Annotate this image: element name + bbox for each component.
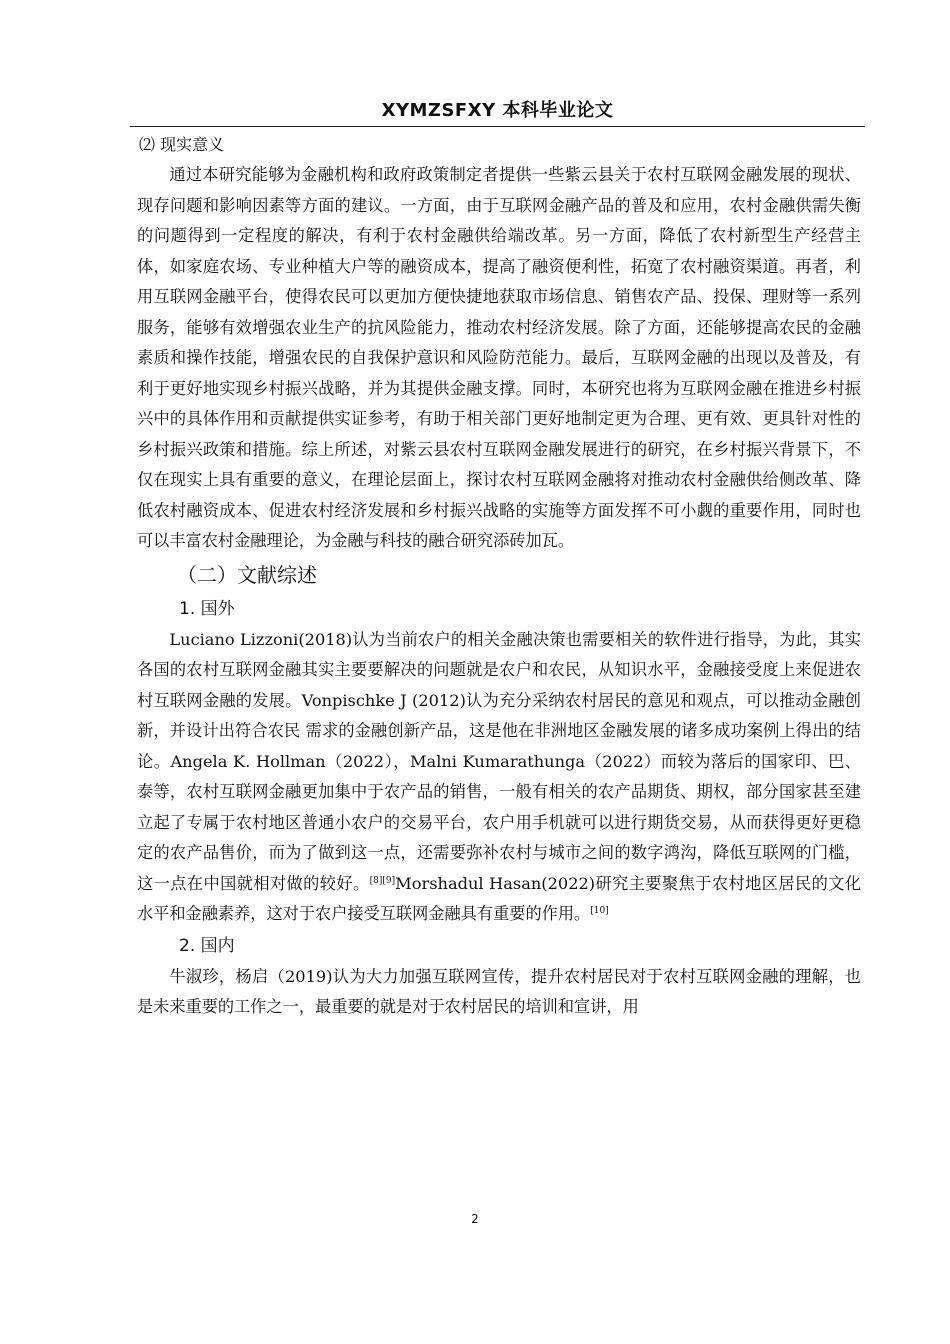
paragraph-foreign bbox=[137, 625, 861, 930]
header-rule bbox=[130, 126, 865, 127]
body-text bbox=[137, 130, 861, 1023]
running-header: XYMZSFXY 本科毕业论文 bbox=[381, 100, 614, 121]
subsection-heading-domestic: 2. 国内 bbox=[179, 935, 235, 956]
paragraph-domestic: 牛淑珍，杨启（2019)认为大力加强互联网宣传，提升农村居民对于农村互联网金融的理解，也是未来重要的工作之一，最重要的就是对于农村居民的培训和宣讲，用 bbox=[137, 966, 861, 1016]
foreign-text-1: Luciano Lizzoni(2018)认为当前农户的相关金融决策也需要相关的软件进行指导，为此，其实各国的农村互联网金融其实主要要解决的问题就是农户和农民，从知识水平，金融接受度上来促进农村互联网金融的发展。Vonpischke J (2012)认为充分采纳农村居民的意见和观点，可以推动金融创新，并设计出符合农民 需求的金融创新产品，这是他在非洲地区金融发展的诸多成功案例上得出的结论。Angela K. Hollman（2022），Malni Kumarathunga（2022）而较为落后的国家印、巴、泰等，农村互联网金融更加集中于农产品的销售，一般有相关的农产品期货、期权，部分国家甚至建立起了专属于农村地区普通小农户的交易平台，农户用手机就可以进行期货交易，从而获得更好更稳定的农产品售价，而为了做到这一点，还需要弥补农村与城市之间的数字鸿沟，降低互联网的门槛，这一点在中国就相对做的较好。 bbox=[137, 629, 861, 893]
citation-10: [10] bbox=[590, 906, 609, 916]
section-heading-literature-review: （二）文献综述 bbox=[177, 562, 317, 587]
foreign-text-2: Morshadul Hasan(2022)研究主要聚焦于农村地区居民的文化水平和金融素养，这对于农户接受互联网金融具有重要的作用。 bbox=[137, 873, 862, 923]
paragraph-practical: 通过本研究能够为金融机构和政府政策制定者提供一些紫云县关于农村互联网金融发展的现状、现存问题和影响因素等方面的建议。一方面，由于互联网金融产品的普及和应用，农村金融供需失衡的问题得到一定程度的解决，有利于农村金融供给端改革。另一方面，降低了农村新型生产经营主体，如家庭农场、专业种植大户等的融资成本，提高了融资便利性，拓宽了农村融资渠道。再者，利用互联网金融平台，使得农民可以更加方便快捷地获取市场信息、销售农产品、投保、理财等一系列服务，能够有效增强农业生产的抗风险能力，推动农村经济发展。除了方面，还能够提高农民的金融素质和操作技能，增强农民的自我保护意识和风险防范能力。最后，互联网金融的出现以及普及，有利于更好地实现乡村振兴战略，并为其提供金融支撑。同时，本研究也将为互联网金融在推进乡村振兴中的具体作用和贡献提供实证参考，有助于相关部门更好地制定更为合理、更有效、更具针对性的乡村振兴政策和措施。综上所述，对紫云县农村互联网金融发展进行的研究，在乡村振兴背景下，不仅在现实上具有重要的意义，在理论层面上，探讨农村互联网金融将对推动农村金融供给侧改革、降低农村融资成本、促进农村经济发展和乡村振兴战略的实施等方面发挥不可小觑的重要作用，同时也可以丰富农村金融理论，为金融与科技的融合研究添砖加瓦。 bbox=[137, 165, 861, 550]
citation-8-9: [8][9] bbox=[369, 875, 396, 886]
page-number: 2 bbox=[471, 1212, 479, 1226]
subsection-heading-practical: ⑵ 现实意义 bbox=[139, 135, 225, 154]
subsection-heading-foreign: 1. 国外 bbox=[179, 598, 235, 619]
